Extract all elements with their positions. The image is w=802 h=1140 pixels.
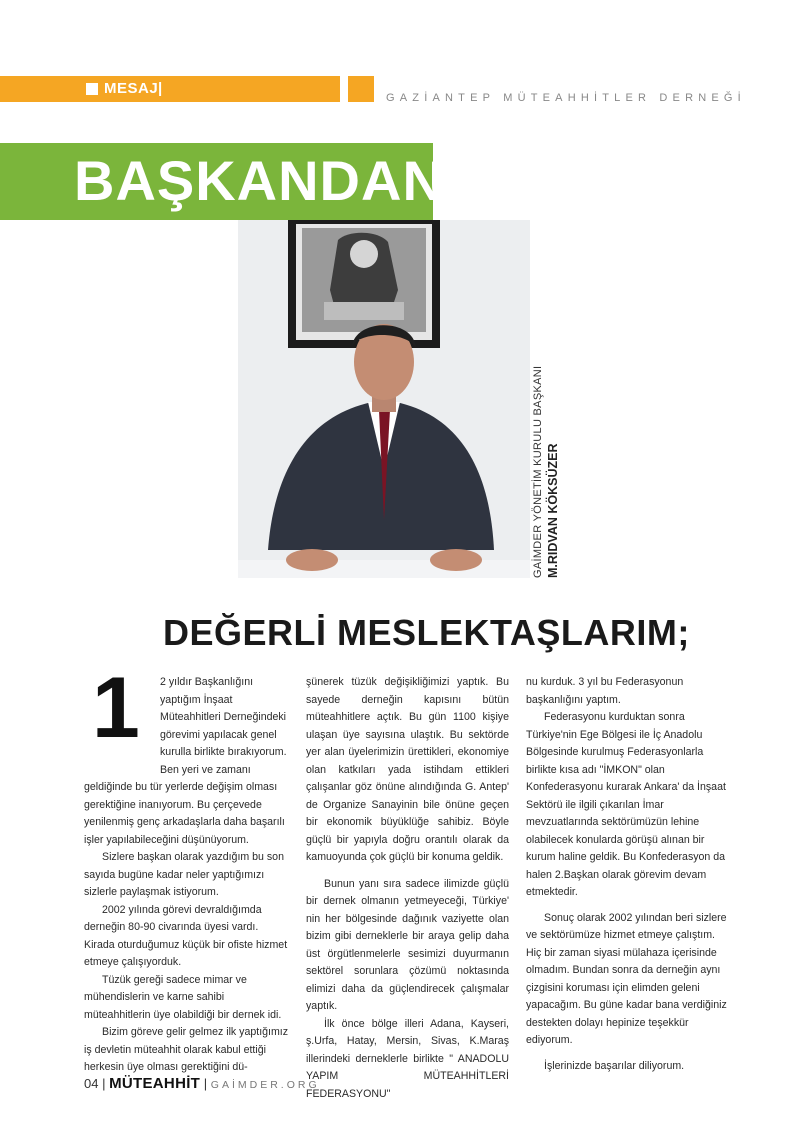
footer-separator-2: | [203,1076,208,1091]
col2-paragraph-3: İlk önce bölge illeri Adana, Kayseri, ş.Urfa, Hatay, Mersin, Sivas, K.Maraş illerindeki derneklerle birlikte " ANADOLU YAPIM MÜTEAHHİTLERİ FEDERASYONU" [306,1017,509,1100]
article-headline: DEĞERLİ MESLEKTAŞLARIM; [163,612,690,653]
page-footer [84,1075,320,1092]
col2-paragraph-1: şünerek tüzük değişikliğimizi yaptık. Bu sayede derneğin kapısını bütün müteahhitlere açtık. Bu gün 1100 kişiye ulaşan üye sayısına ulaştık. Bu sektörde yer alan üyelerimizin ürettikleri, ekonomiye olan katkıları yada istihdam ettikleri çalışanlar göz önüne alındığında G. Antep' de Organize Sanayinin bile önüne geçen bir ekonomik büyüklüğe sahibiz. Böyle güçlü bir yapıyla doğru orantılı olarak da kamuoyunda çok güçlü bir konuma geldik. [306,676,509,863]
website-link[interactable]: GAİMDER.ORG [210,1079,320,1091]
president-photo [238,220,530,578]
col1-paragraph-1: 2 yıldır Başkanlığını yaptığım İnşaat Müteahhitleri Derneğindeki görevimi yapılacak genel kurulla birlikte bırakıyorum. Ben yeri ve zamanı geldiğinde bu tür yerlerde değişim olması gerektiğine inanıyorum. Bu çerçevede yenilenmiş genç arkadaşlarla daha başarılı işler yapılabileceğini düşünüyorum. [84,676,287,846]
header-orange-bar [0,76,340,102]
footer-separator-1: | [102,1076,106,1091]
president-photo-illustration [238,220,530,578]
col3-paragraph-3: Sonuç olarak 2002 yılından beri sizlere ve sektörümüze hizmet etmeye çalıştım. Hiç bir zaman siyasi mülahaza içerisinde olmadım. Bundan sonra da derneğin aynı çizgisini koruması için elimden geleni yapacağım. Bu güne kadar bana verdiğiniz destekten dolayı hepinize teşekkür ediyorum. [526,911,727,1046]
article-column-2 [306,674,509,1103]
col1-paragraph-4: Tüzük gereği sadece mimar ve mühendislerin ve karne sahibi müteahhitlerin üye olabildiği bir dernek idi. [84,973,282,1021]
caption-role: GAİMDER YÖNETİM KURULU BAŞKANI [532,365,544,578]
col1-paragraph-3: 2002 yılında görevi devraldığımda derneğin 80-90 civarında üyesi vardı. Kirada oturduğumuz küçük bir ofiste hizmet etmeye çalışıyorduk. [84,903,288,968]
caption-name: M.RIDVAN KÖKSÜZER [546,443,560,578]
organization-name: GAZİANTEP MÜTEAHHİTLER DERNEĞİ [386,92,746,104]
header-orange-block [348,76,374,102]
col2-paragraph-2: Bunun yanı sıra sadece ilimizde güçlü bir dernek olmanın yetmeyeceği, Türkiye' nin her bölgesinde dağınık vaziyette olan bizim gibi derneklerle bir araya gelip daha üst örgütlenmelerle sesimizi duyurmanın sektörel sorunlara çözümü noktasında elimizi daha da güçlendirecek çalışmalar yaptık. [306,877,509,1012]
dropcap-spacer [84,674,160,778]
col3-paragraph-2: Federasyonu kurduktan sonra Türkiye'nin Ege Bölgesi ile İç Anadolu Bölgesinde kurulmuş Federasyonlarla birlikte kısa adı "İMKON" olan Konfederasyonu kurarak Ankara' da İnşaat Sektörü ile ilgili çıkarılan İmar mevzuatlarında sektörümüzün lehine olabilecek konularda görüşü alınan bir kurum haline geldik. Bu Konfederasyon da halen 2.Başkan olarak görevim devam etmektedir. [526,711,726,898]
page-number: 04 [84,1076,99,1091]
section-label: MESAJ [104,80,159,97]
col3-paragraph-4: İşlerinizde başarılar diliyorum. [544,1059,685,1072]
header-square-icon [86,83,98,95]
article-column-3 [526,674,729,1075]
col1-paragraph-2: Sizlere başkan olarak yazdığım bu son sayıda bugüne kadar neler yaptığımızı sizlerle paylaşmak istiyorum. [84,851,284,898]
magazine-logo: MÜTEAHHİT [109,1075,201,1092]
col1-paragraph-5: Bizim göreve gelir gelmez ilk yaptığımız iş devletin müteahhit olarak kabul ettiği herkesin üye olması gerektiğini dü- [84,1026,289,1073]
section-separator: | [158,80,163,97]
drop-cap: 1 [92,660,140,756]
article-column-1 [84,674,289,1077]
col3-paragraph-1: nu kurduk. 3 yıl bu Federasyonun başkanlığını yaptım. [526,676,684,706]
page-title: BAŞKANDAN [74,149,444,212]
photo-caption [532,348,560,578]
